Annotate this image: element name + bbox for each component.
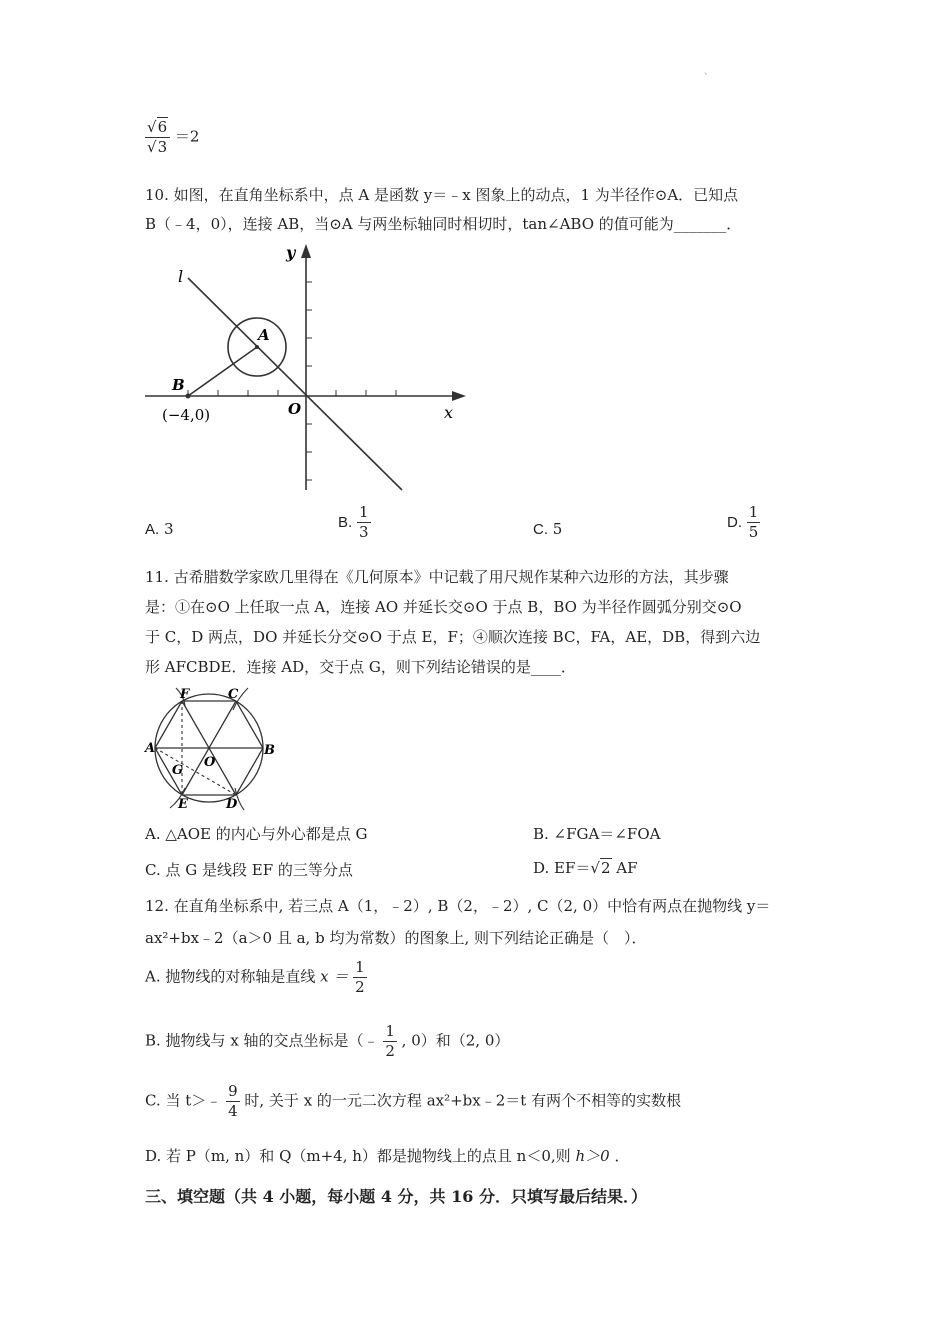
fraction-denominator: 3 <box>157 138 168 156</box>
option-key: A. <box>145 521 160 538</box>
fraction-denominator: 4 <box>228 1102 238 1120</box>
option-fraction <box>747 505 761 540</box>
fraction-numerator: 6 <box>157 118 168 136</box>
option-fraction <box>357 505 371 540</box>
fraction-numerator: 1 <box>355 958 365 976</box>
page-mark: 、 <box>704 67 714 77</box>
q12-line2: ax²+bx﹣2（a＞0 且 a, b 均为常数）的图象上, 则下列结论正确是（ ）． <box>145 929 647 947</box>
y-axis-arrow <box>301 244 311 258</box>
fraction-denominator: 2 <box>385 1042 395 1060</box>
label-e: E <box>178 797 188 812</box>
option-key: C. <box>533 521 548 538</box>
x-axis-arrow <box>452 391 466 401</box>
option-fraction <box>353 960 367 995</box>
fraction-numerator: 1 <box>358 503 369 521</box>
q11-line1: 11. 古希腊数学家欧几里得在《几何原本》中记载了用尺规作某种六边形的方法，其步骤 <box>145 568 729 586</box>
q11-line2: 是：①在⊙O 上任取一点 A，连接 AO 并延长交⊙O 于点 B，BO 为半径作圆弧分别交⊙O <box>145 598 742 616</box>
q12-option-d <box>145 1146 629 1166</box>
answer-fraction-line <box>145 120 199 155</box>
option-math: h＞0 <box>575 1147 610 1165</box>
fraction-denominator: 3 <box>358 523 369 541</box>
q12-option-a <box>145 960 367 995</box>
q11-option-c: C. 点 G 是线段 EF 的三等分点 <box>145 861 353 879</box>
label-x: x <box>444 403 454 422</box>
q10-line2: B（﹣4，0），连接 AB，当⊙A 与两坐标轴同时相切时，tan∠ABO 的值可能为_______． <box>145 215 742 233</box>
label-g: G <box>172 763 184 778</box>
fraction-result: ＝2 <box>174 127 200 146</box>
q11-option-d: D. EF＝√2 AF <box>533 859 638 877</box>
line-l <box>188 278 402 490</box>
option-text-end: ． <box>614 1147 630 1165</box>
option-fraction <box>226 1084 240 1119</box>
label-c: C <box>228 687 239 702</box>
option-text: D. 若 P（m, n）和 Q（m+4, h）都是抛物线上的点且 n＜0,则 <box>145 1147 571 1165</box>
q10-coordinate-graph <box>140 240 480 495</box>
fraction-numerator: 9 <box>228 1082 238 1100</box>
label-a: A <box>258 326 270 344</box>
label-o: O <box>288 400 302 418</box>
segment-ab <box>188 347 257 396</box>
q12-line1: 12. 在直角坐标系中, 若三点 A（1，﹣2）, B（2，﹣2）, C（2, 0）中恰有两点在抛物线 y＝ <box>145 897 771 915</box>
section-3-heading: 三、填空题（共 4 小题，每小题 4 分，共 16 分．只填写最后结果．） <box>145 1187 647 1206</box>
label-b: B <box>172 376 185 394</box>
fraction-numerator: 1 <box>748 503 759 521</box>
option-fraction <box>383 1024 397 1059</box>
option-value: 3 <box>163 520 174 538</box>
q12-option-c <box>145 1084 681 1119</box>
option-value: 5 <box>552 520 563 538</box>
label-b-coord: (−4,0) <box>162 406 211 424</box>
option-text-end: 时, 关于 x 的一元二次方程 ax²+bx﹣2＝t 有两个不相等的实数根 <box>244 1091 682 1110</box>
label-o: O <box>204 755 216 770</box>
option-text: A. 抛物线的对称轴是直线 <box>145 967 316 986</box>
option-key: D. <box>727 514 742 531</box>
sqrt-fraction: $\frac{√6}{√3}$ <box>145 120 170 155</box>
q12-option-b <box>145 1024 509 1059</box>
fraction-denominator: 5 <box>748 523 759 541</box>
label-d: D <box>226 797 238 812</box>
q11-hexagon-figure <box>140 684 285 814</box>
q11-option-b: B. ∠FGA＝∠FOA <box>533 825 661 843</box>
q11-line3: 于 C，D 两点，DO 并延长分交⊙O 于点 E，F；④顺次连接 BC，FA，AE，DB，得到六边 <box>145 628 761 646</box>
label-l: l <box>178 267 184 286</box>
sqrt-radicand: 2 <box>600 859 611 877</box>
label-a: A <box>145 741 156 756</box>
option-text: C. 当 t＞﹣ <box>145 1091 222 1110</box>
option-text: B. 抛物线与 x 轴的交点坐标是（﹣ <box>145 1031 379 1050</box>
q10-option-d <box>727 505 760 540</box>
q10-option-b <box>338 505 371 540</box>
label-y: y <box>286 243 296 262</box>
point-b <box>186 394 191 399</box>
q10-option-a <box>145 520 174 538</box>
fraction-denominator: 2 <box>355 978 365 996</box>
q11-option-a: A. △AOE 的内心与外心都是点 G <box>145 825 368 843</box>
option-math: x ＝ <box>320 967 349 986</box>
option-text-end: AF <box>616 859 638 877</box>
option-text-end: , 0）和（2, 0） <box>401 1031 510 1050</box>
q10-option-c <box>533 520 562 538</box>
option-text: D. EF＝ <box>533 859 591 877</box>
q10-line1: 10. 如图，在直角坐标系中，点 A 是函数 y＝﹣x 图象上的动点，1 为半径作⊙A．已知点 <box>145 186 739 204</box>
fraction-numerator: 1 <box>385 1022 395 1040</box>
label-b: B <box>264 743 275 758</box>
option-key: B. <box>338 514 353 531</box>
label-f: F <box>180 687 190 702</box>
q11-line4: 形 AFCBDE．连接 AD，交于点 G，则下列结论错误的是____． <box>145 658 576 676</box>
